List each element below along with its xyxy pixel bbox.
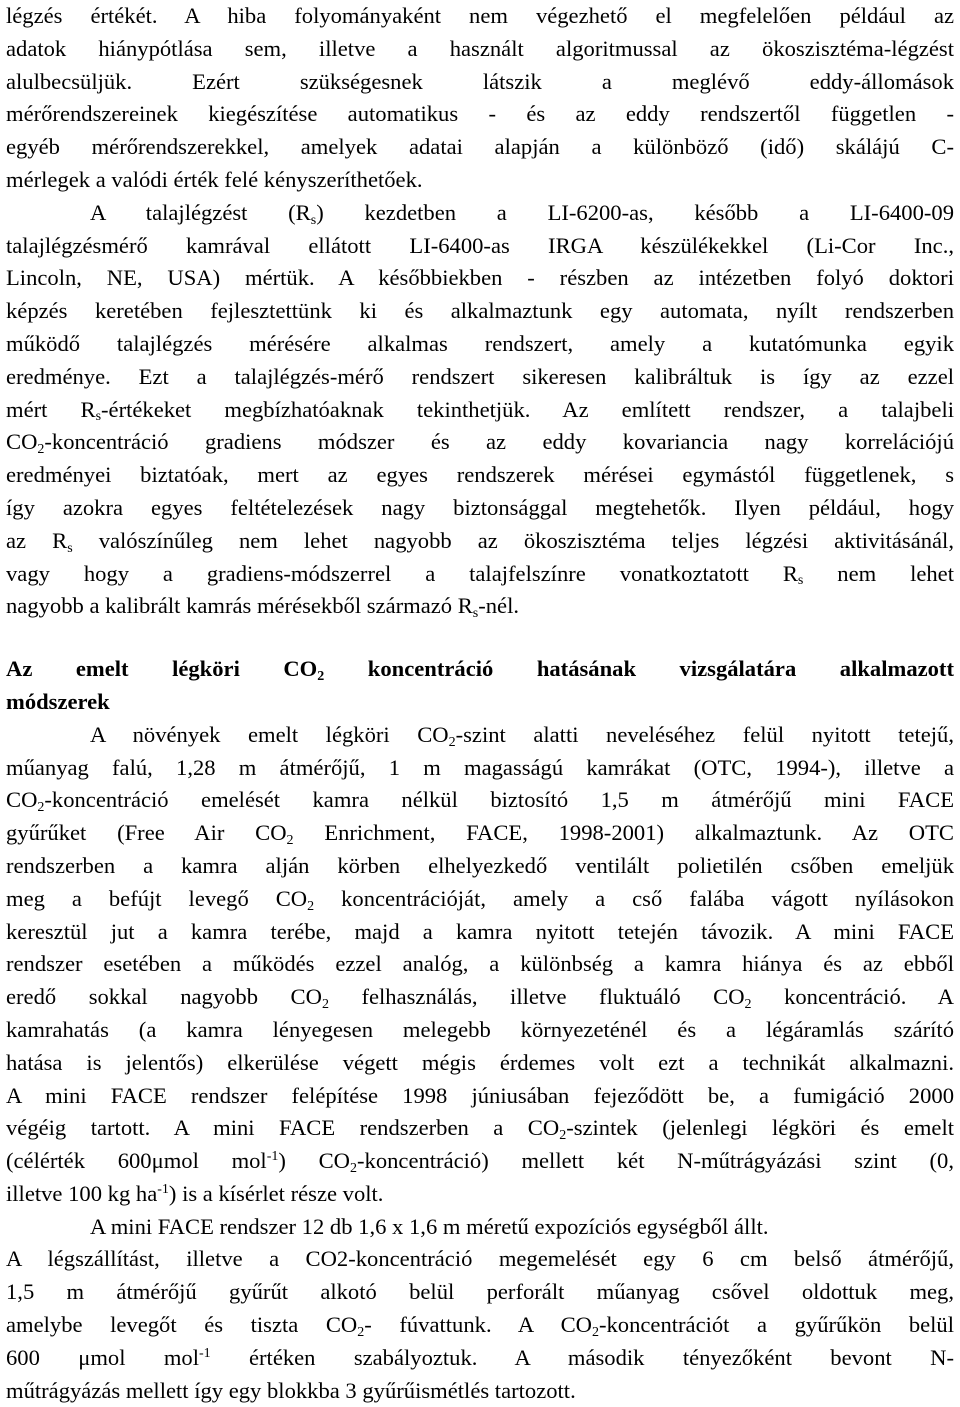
text-run: koncentráció hatásának vizsgálatára alkalmazott [324,656,954,682]
text-run: - fúvattunk. A CO [364,1312,592,1338]
text-run: CO [6,787,38,813]
text-line [6,1211,954,1244]
subscript: 2 [350,1161,358,1177]
text-run: kamrahatás (a kamra lényegesen melegebb környezeténél és a légáramlás szárító [6,1016,954,1042]
text-line [6,1014,954,1047]
subscript: s [310,212,317,228]
text-line [6,752,954,785]
text-line [6,1178,954,1211]
text-line [6,1112,954,1145]
section-heading [6,653,954,719]
text-run: -koncentráció) mellett két N-műtrágyázási szint (0, [357,1148,954,1174]
text-line [6,98,954,131]
text-line [6,850,954,883]
subscript: 2 [307,898,315,914]
text-run: Az emelt légköri CO [6,656,318,682]
text-line [6,558,954,591]
text-run: illetve 100 kg ha [6,1180,158,1206]
text-run: -koncentráció emelését kamra nélkül biztosító 1,5 m átmérőjű mini FACE [44,787,954,813]
text-line [6,426,954,459]
subscript: 2 [37,442,45,458]
subscript: s [95,409,102,425]
text-line [6,916,954,949]
text-run: mért R [6,396,96,422]
text-run: koncentráció. A [751,984,954,1010]
subscript: 2 [591,1325,599,1340]
text-run: A mini FACE rendszer 12 db 1,6 x 1,6 m méretű expozíciós egységből állt. [90,1213,769,1239]
text-line [6,1309,954,1342]
text-run: A növények emelt légköri CO [90,721,449,747]
text-line [6,361,954,394]
text-run: rendszerben a kamra alján körben elhelyezkedő ventilált polietilén csőben emeljük [6,852,954,878]
text-run: amelybe levegőt és tiszta CO [6,1312,358,1338]
text-line [6,590,954,623]
text-run: CO [6,429,38,455]
text-line [6,1145,954,1178]
text-run: nagyobb a kalibrált kamrás mérésekből származó R [6,593,473,619]
text-line [6,1276,954,1309]
text-run: -koncentráció gradiens módszer és az eddy kovariancia nagy korrelációjú [44,429,954,455]
text-run: értéken szabályoztuk. A második tényezőként bevont N- [210,1344,954,1370]
text-line [6,525,954,558]
text-run: keresztül jut a kamra terébe, majd a kamra nyitott tetején távozik. A mini FACE [6,918,954,944]
text-run: A légszállítást, illetve a CO2-koncentráció megemelését egy 6 cm belső átmérőjű, [6,1246,954,1272]
text-run: Lincoln, NE, USA) mértük. A későbbiekben - részben az intézetben folyó doktori [6,265,954,291]
text-run: eredő sokkal nagyobb CO [6,984,322,1010]
subscript: 2 [448,734,456,750]
text-run: -koncentrációt a gyűrűkön belül [598,1312,954,1338]
text-run: nem lehet [803,560,954,586]
subscript: 2 [37,800,45,816]
text-line [6,164,954,197]
text-line [6,33,954,66]
text-run: eredményei biztatóak, mert az egyes rendszerek mérései egymástól függetlenek, s [6,462,954,488]
text-run: így azokra egyes feltételezések nagy biztonsággal megtehetők. Ilyen például, hogy [6,494,954,520]
text-run: módszerek [6,688,110,714]
text-run: végéig tartott. A mini FACE rendszerben a CO [6,1115,560,1141]
superscript: -1 [266,1149,279,1165]
text-run: Enrichment, FACE, 1998-2001) alkalmaztunk. Az OTC [293,820,954,846]
text-line [6,883,954,916]
text-line [6,262,954,295]
subscript: s [67,540,73,556]
text-run: felhasználás, illetve fluktuáló CO [328,984,745,1010]
text-run: A talajlégzést (R [90,199,311,225]
text-run: ) kezdetben a LI-6200-as, később a LI-6400-09 [316,199,954,225]
text-line [6,948,954,981]
text-run: hatása is jelentős) elkerülése végett mégis érdemes volt ezt a technikát alkalmazni. [6,1049,954,1075]
heading-line [6,686,954,719]
text-run: A mini FACE rendszer felépítése 1998 júniusában fejeződött be, a fumigáció 2000 [6,1082,954,1108]
subscript: 2 [744,997,752,1013]
text-run: talajlégzésmérő kamrával ellátott LI-6400-as IRGA készülékekkel (Li-Cor Inc., [6,232,954,258]
text-run: -nél. [478,593,520,619]
text-line [6,1047,954,1080]
subscript: 2 [357,1325,365,1340]
section-gap [6,623,954,653]
text-run: vagy hogy a gradiens-módszerrel a talajfelszínre vonatkoztatott R [6,560,798,586]
text-line [6,66,954,99]
subscript: 2 [559,1128,567,1144]
text-line [6,328,954,361]
text-run: -értékeket megbízhatóaknak tekinthetjük. Az említett rendszer, a talajbeli [101,396,954,422]
text-line [6,0,954,33]
text-line [6,784,954,817]
text-line [6,1243,954,1276]
text-line [6,459,954,492]
text-run: működő talajlégzés mérésére alkalmas rendszert, amely a kutatómunka egyik [6,330,954,356]
superscript: -1 [157,1182,169,1198]
text-line [6,719,954,752]
superscript: -1 [198,1346,211,1362]
paragraph-p1 [6,0,954,197]
text-line [6,817,954,850]
text-run: 1,5 m átmérőjű gyűrűt alkotó belül perforált műanyag csővel oldottuk meg, [6,1279,954,1305]
subscript: 2 [317,669,325,685]
text-line [6,230,954,263]
text-run: adatok hiánypótlása sem, illetve a használt algoritmussal az ökoszisztéma-légzést [6,35,954,61]
text-run: valószínűleg nem lehet nagyobb az ökoszisztéma teljes légzési aktivitásánál, [72,527,954,553]
text-run: (célérték 600μmol mol [6,1148,267,1174]
text-run: meg a befújt levegő CO [6,885,308,911]
text-run: képzés keretében fejlesztettünk ki és alkalmaztunk egy automata, nyílt rendszerben [6,298,954,324]
text-run: -szintek (jelenlegi légköri és emelt [566,1115,954,1141]
heading-line [6,653,954,686]
subscript: s [797,573,804,589]
text-line [6,492,954,525]
text-run: légzés értékét. A hiba folyományaként nem végezhető el megfelelően például az [6,3,954,28]
text-line [6,197,954,230]
text-line [6,1080,954,1113]
text-run: egyéb mérőrendszerekkel, amelyek adatai alapján a különböző (idő) skálájú C- [6,134,954,160]
text-run: mérlegek a valódi érték felé kényszeríthetőek. [6,166,423,192]
text-run: ) is a kísérlet része volt. [168,1180,384,1206]
text-run: mérőrendszereinek kiegészítése automatikus - és az eddy rendszertől független - [6,101,954,127]
paragraph-p3 [6,719,954,1211]
text-line [6,1342,954,1375]
text-line [6,131,954,164]
text-run: eredménye. Ezt a talajlégzés-mérő rendszert sikeresen kalibráltuk is így az ezzel [6,363,954,389]
paragraph-p2 [6,197,954,623]
text-run: műanyag falú, 1,28 m átmérőjű, 1 m magasságú kamrákat (OTC, 1994-), illetve a [6,754,954,780]
text-line [6,295,954,328]
text-run: -szint alatti neveléséhez felül nyitott tetejű, [455,721,954,747]
text-line [6,1375,954,1407]
document-page [6,0,954,1407]
paragraph-p4 [6,1211,954,1407]
text-run: rendszer esetében a működés ezzel analóg, a különbség a kamra hiánya és az ebből [6,951,954,977]
text-line [6,981,954,1014]
text-run: gyűrűket (Free Air CO [6,820,287,846]
subscript: s [472,606,479,622]
text-line [6,394,954,427]
text-run: 600 μmol mol [6,1344,199,1370]
subscript: 2 [286,833,294,849]
text-run: az R [6,527,68,553]
subscript: 2 [321,997,329,1013]
text-run: műtrágyázás mellett így egy blokkba 3 gyűrűismétlés tartozott. [6,1377,576,1403]
text-run: koncentrációját, amely a cső falába vágott nyílásokon [314,885,954,911]
text-run: ) CO [278,1148,351,1174]
text-run: alulbecsüljük. Ezért szükségesnek látszik a meglévő eddy-állomások [6,68,954,94]
